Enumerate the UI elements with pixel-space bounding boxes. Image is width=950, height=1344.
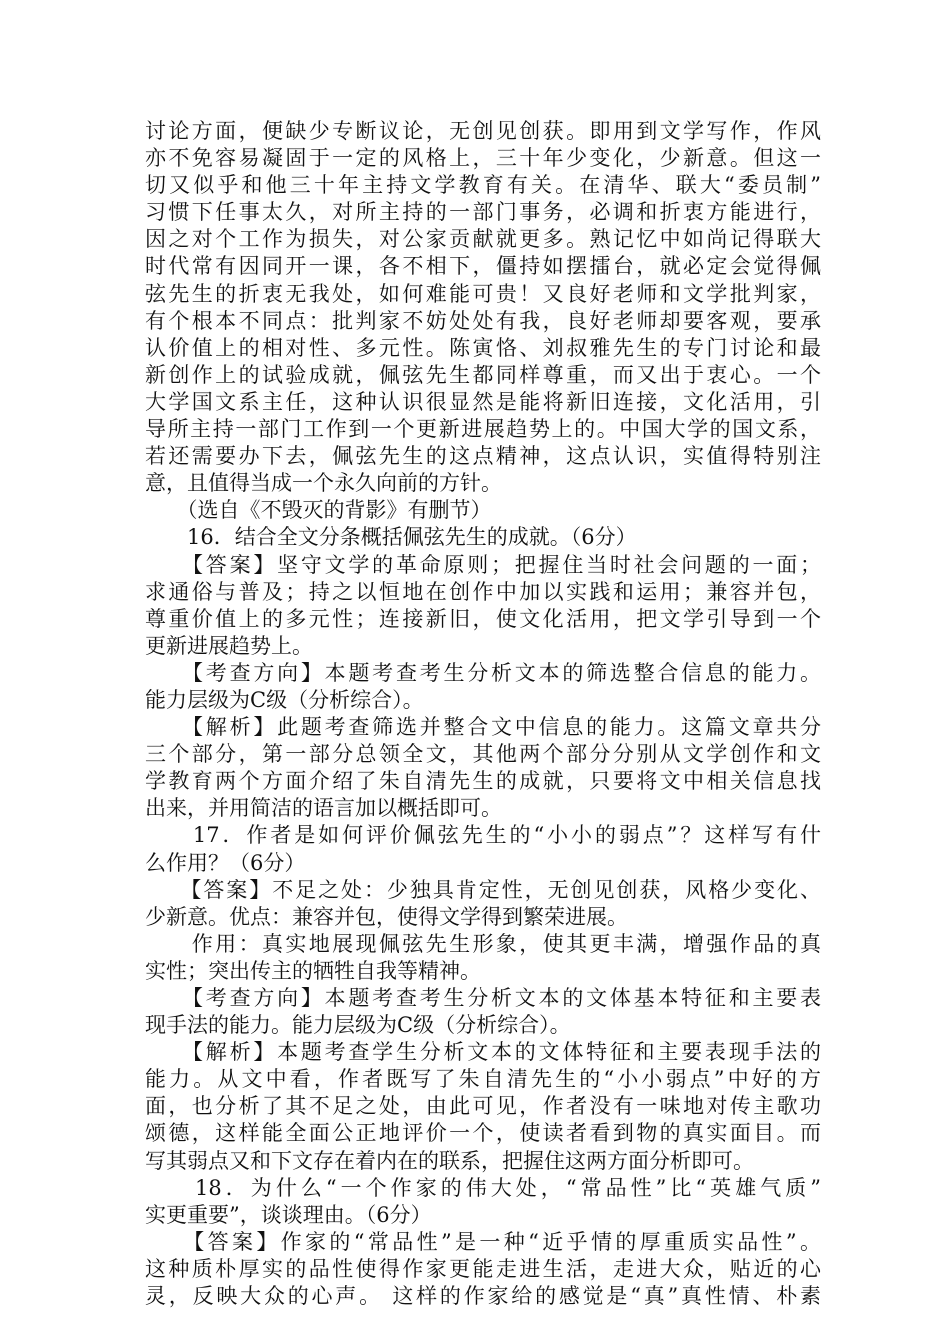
- text-line: 实更重要”，谈谈理由。（6分）: [145, 1202, 432, 1227]
- text-line: 【解析】本题考查学生分析文本的文体特征和主要表现手法的: [145, 1040, 821, 1065]
- text-line: （选自《不毁灭的背影》有删节）: [145, 498, 492, 523]
- text-line: 能力层级为C级（分析综合）。: [145, 687, 424, 712]
- text-line: 切又似乎和他三十年主持文学教育有关。在清华、联大“委员制”: [145, 173, 821, 198]
- text-line: 出来，并用简洁的语言加以概括即可。: [145, 796, 502, 821]
- text-line: 16．结合全文分条概括佩弦先生的成就。（6分）: [145, 525, 637, 550]
- text-line: 讨论方面，便缺少专断议论，无创见创获。即用到文学写作，作风: [145, 119, 821, 143]
- text-line: 【考查方向】本题考查考生分析文本的筛选整合信息的能力。: [145, 660, 821, 685]
- text-line: 17．作者是如何评价佩弦先生的“小小的弱点”？这样写有什: [145, 823, 821, 848]
- text-line: 现手法的能力。能力层级为C级（分析综合）。: [145, 1013, 571, 1038]
- text-line: 写其弱点又和下文存在着内在的联系，把握住这两方面分析即可。: [145, 1148, 754, 1173]
- text-line: 三个部分，第一部分总领全文，其他两个部分分别从文学创作和文: [145, 742, 821, 767]
- text-line: 【答案】坚守文学的革命原则；把握住当时社会问题的一面；: [145, 552, 821, 577]
- text-line: 习惯下任事太久，对所主持的一部门事务，必调和折衷方能进行，: [145, 200, 821, 225]
- text-line: 【考查方向】本题考查考生分析文本的文体基本特征和主要表: [145, 986, 821, 1010]
- text-line: 少新意。优点：兼容并包，使得文学得到繁荣进展。: [145, 904, 628, 929]
- text-line: 能力。从文中看，作者既写了朱自清先生的“小小弱点”中好的方: [145, 1067, 821, 1092]
- text-line: 【解析】此题考查筛选并整合文中信息的能力。这篇文章共分: [145, 715, 821, 740]
- text-line: 亦不免容易凝固于一定的风格上，三十年少变化，少新意。但这一: [145, 146, 821, 171]
- text-line: 认价值上的相对性、多元性。陈寅恪、刘叔雅先生的专门讨论和最: [145, 335, 821, 360]
- text-line: 【答案】不足之处：少独具肯定性，无创见创获，风格少变化、: [145, 877, 821, 902]
- text-line: 更新进展趋势上。: [145, 633, 313, 658]
- text-line: 意，且值得当成一个永久向前的方针。: [145, 471, 502, 496]
- document-body-text: [145, 118, 821, 1310]
- text-line: 弦先生的折衷无我处，如何难能可贵！又良好老师和文学批判家，: [145, 281, 821, 306]
- text-line: 么作用？（6分）: [145, 850, 306, 875]
- text-line: 灵，反映大众的心声。 这样的作家给的感觉是“真”真性情、朴素: [145, 1284, 821, 1309]
- text-line: 时代常有因同开一课，各不相下，僵持如摆擂台，就必定会觉得佩: [145, 254, 821, 279]
- text-line: 【答案】作家的“常品性”是一种“近乎情的厚重质实品性”。: [145, 1229, 821, 1254]
- text-line: 因之对个工作为损失，对公家贡献就更多。熟记忆中如尚记得联大: [145, 227, 821, 252]
- text-line: 作用：真实地展现佩弦先生形象，使其更丰满，增强作品的真: [145, 931, 821, 956]
- text-line: 若还需要办下去，佩弦先生的这点精神，这点认识，实值得特别注: [145, 444, 821, 469]
- text-line: 学教育两个方面介绍了朱自清先生的成就，只要将文中相关信息找: [145, 769, 821, 794]
- text-line: 颂德，这样能全面公正地评价一个，使读者看到物的真实面目。而: [145, 1121, 821, 1146]
- text-line: 实性；突出传主的牺牲自我等精神。: [145, 958, 481, 983]
- text-line: 18．为什么“一个作家的伟大处，“常品性”比“英雄气质”: [145, 1175, 821, 1200]
- text-line: 求通俗与普及；持之以恒地在创作中加以实践和运用；兼容并包，: [145, 579, 821, 604]
- text-line: 尊重价值上的多元性；连接新旧，使文化活用，把文学引导到一个: [145, 606, 821, 631]
- text-line: 这种质朴厚实的品性使得作家更能走进生活，走进大众，贴近的心: [145, 1256, 821, 1281]
- text-line: 有个根本不同点：批判家不妨处处有我，良好老师却要客观，要承: [145, 308, 821, 333]
- text-line: 新创作上的试验成就，佩弦先生都同样尊重，而又出于衷心。一个: [145, 362, 821, 387]
- text-line: 导所主持一部门工作到一个更新进展趋势上的。中国大学的国文系，: [145, 417, 821, 442]
- text-line: 面，也分析了其不足之处，由此可见，作者没有一味地对传主歌功: [145, 1094, 821, 1119]
- text-line: 大学国文系主任，这种认识很显然是能将新旧连接，文化活用，引: [145, 389, 821, 414]
